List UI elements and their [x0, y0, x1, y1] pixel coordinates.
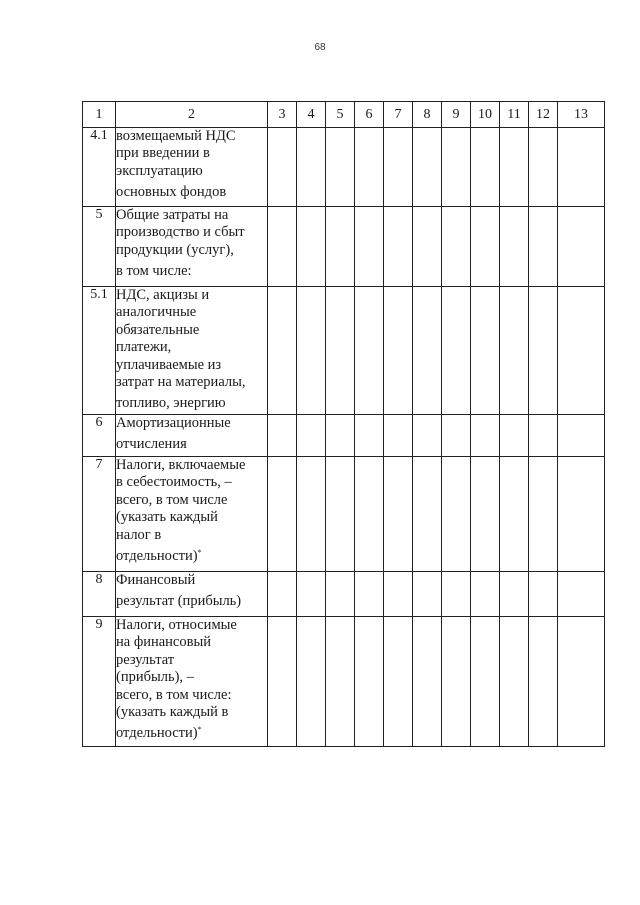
row-number: 7 [83, 457, 116, 572]
empty-cell [558, 207, 605, 287]
empty-cell [471, 415, 500, 457]
empty-cell [558, 457, 605, 572]
empty-cell [355, 415, 384, 457]
empty-cell [471, 572, 500, 617]
empty-cell [442, 415, 471, 457]
header-cell: 7 [384, 102, 413, 128]
empty-cell [558, 128, 605, 207]
empty-cell [384, 128, 413, 207]
empty-cell [268, 415, 297, 457]
row-description [116, 572, 268, 617]
empty-cell [500, 207, 529, 287]
empty-cell [297, 207, 326, 287]
empty-cell [268, 207, 297, 287]
empty-cell [384, 287, 413, 415]
empty-cell [529, 415, 558, 457]
row-description-text: Общие затраты на производство и сбыт продукции (услуг), в том числе: [116, 207, 245, 280]
table-row [83, 457, 605, 572]
empty-cell [297, 617, 326, 747]
empty-cell [500, 287, 529, 415]
empty-cell [413, 457, 442, 572]
row-number: 5 [83, 207, 116, 287]
row-number: 6 [83, 415, 116, 457]
empty-cell [355, 572, 384, 617]
empty-cell [268, 572, 297, 617]
row-description-text: возмещаемый НДС при введении в эксплуатацию основных фондов [116, 128, 236, 201]
header-cell: 3 [268, 102, 297, 128]
row-description [116, 617, 268, 747]
table-row [83, 128, 605, 207]
row-description-text: Финансовый результат (прибыль) [116, 572, 242, 610]
header-cell: 10 [471, 102, 500, 128]
empty-cell [384, 415, 413, 457]
empty-cell [442, 572, 471, 617]
empty-cell [384, 572, 413, 617]
empty-cell [529, 128, 558, 207]
row-number: 5.1 [83, 287, 116, 415]
empty-cell [326, 287, 355, 415]
empty-cell [297, 128, 326, 207]
header-cell: 1 [83, 102, 116, 128]
empty-cell [471, 287, 500, 415]
empty-cell [500, 617, 529, 747]
empty-cell [413, 128, 442, 207]
empty-cell [529, 287, 558, 415]
empty-cell [355, 617, 384, 747]
empty-cell [500, 457, 529, 572]
empty-cell [384, 617, 413, 747]
empty-cell [297, 572, 326, 617]
empty-cell [326, 617, 355, 747]
empty-cell [326, 207, 355, 287]
table-row [83, 207, 605, 287]
header-cell: 13 [558, 102, 605, 128]
empty-cell [326, 457, 355, 572]
empty-cell [529, 457, 558, 572]
header-cell: 2 [116, 102, 268, 128]
financial-table [82, 101, 605, 747]
empty-cell [413, 207, 442, 287]
empty-cell [326, 415, 355, 457]
footnote-mark: * [197, 548, 202, 558]
empty-cell [500, 128, 529, 207]
empty-cell [413, 617, 442, 747]
empty-cell [413, 415, 442, 457]
header-cell: 5 [326, 102, 355, 128]
empty-cell [471, 128, 500, 207]
empty-cell [413, 287, 442, 415]
empty-cell [355, 287, 384, 415]
row-description [116, 128, 268, 207]
row-description-text: Налоги, включаемые в себестоимость, – всего, в том числе (указать каждый налог в отдельности) [116, 457, 246, 565]
empty-cell [471, 617, 500, 747]
empty-cell [558, 572, 605, 617]
empty-cell [529, 617, 558, 747]
header-cell: 11 [500, 102, 529, 128]
empty-cell [384, 207, 413, 287]
table-row [83, 287, 605, 415]
header-cell: 9 [442, 102, 471, 128]
header-cell: 6 [355, 102, 384, 128]
row-description [116, 207, 268, 287]
row-number: 9 [83, 617, 116, 747]
empty-cell [268, 287, 297, 415]
empty-cell [471, 207, 500, 287]
table-row [83, 415, 605, 457]
empty-cell [355, 457, 384, 572]
empty-cell [355, 128, 384, 207]
empty-cell [355, 207, 384, 287]
empty-cell [442, 128, 471, 207]
table-row [83, 572, 605, 617]
row-description [116, 415, 268, 457]
empty-cell [442, 617, 471, 747]
row-description-text: Налоги, относимые на финансовый результат (прибыль), – всего, в том числе: (указать каждый в отдельности) [116, 617, 237, 742]
empty-cell [384, 457, 413, 572]
empty-cell [297, 457, 326, 572]
header-cell: 12 [529, 102, 558, 128]
row-number: 4.1 [83, 128, 116, 207]
row-number: 8 [83, 572, 116, 617]
empty-cell [442, 207, 471, 287]
header-cell: 4 [297, 102, 326, 128]
empty-cell [558, 415, 605, 457]
table-row [83, 617, 605, 747]
empty-cell [326, 128, 355, 207]
empty-cell [297, 287, 326, 415]
page-number: 68 [314, 42, 326, 53]
empty-cell [413, 572, 442, 617]
row-description [116, 287, 268, 415]
empty-cell [558, 287, 605, 415]
header-cell: 8 [413, 102, 442, 128]
empty-cell [471, 457, 500, 572]
empty-cell [268, 128, 297, 207]
row-description-text: НДС, акцизы и аналогичные обязательные платежи, уплачиваемые из затрат на материалы, топливо, энергию [116, 287, 246, 412]
empty-cell [268, 457, 297, 572]
empty-cell [529, 572, 558, 617]
empty-cell [442, 457, 471, 572]
empty-cell [500, 415, 529, 457]
empty-cell [442, 287, 471, 415]
header-row [83, 102, 605, 128]
empty-cell [326, 572, 355, 617]
row-description-text: Амортизационные отчисления [116, 415, 231, 453]
empty-cell [268, 617, 297, 747]
empty-cell [529, 207, 558, 287]
footnote-mark: * [197, 725, 202, 735]
empty-cell [558, 617, 605, 747]
empty-cell [500, 572, 529, 617]
row-description [116, 457, 268, 572]
empty-cell [297, 415, 326, 457]
